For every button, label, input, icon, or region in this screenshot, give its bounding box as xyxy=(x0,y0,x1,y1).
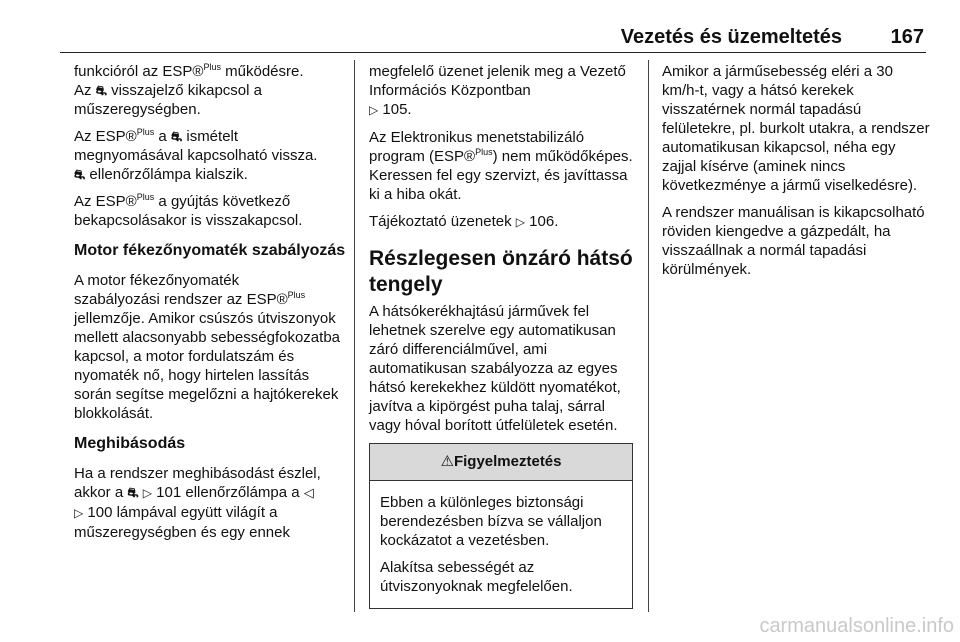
text: visszajelző kikapcsol a xyxy=(106,82,262,99)
skid-car-icon: ⛐ xyxy=(127,485,139,500)
column-3 xyxy=(662,62,930,287)
sup-plus: Plus xyxy=(203,62,221,72)
text: 106. xyxy=(525,213,559,230)
arrow-ref-icon: ▷ xyxy=(515,215,525,229)
text: a xyxy=(154,128,171,145)
skid-car-icon: ⛐ xyxy=(170,129,183,144)
text: a gyújtás következő xyxy=(154,193,291,210)
warning-body xyxy=(370,481,632,608)
warning-title: Figyelmeztetés xyxy=(453,453,562,470)
paragraph xyxy=(74,271,346,423)
watermark: carmanualsonline.info xyxy=(759,615,954,637)
text: megnyomásával kapcsolható vissza. xyxy=(74,147,318,164)
warning-header xyxy=(370,444,632,481)
paragraph xyxy=(369,212,635,232)
warning-box xyxy=(369,443,633,609)
page-number: 167 xyxy=(890,26,924,48)
paragraph xyxy=(74,192,346,230)
text: Az Elektronikus menetstabilizáló program (ESP® xyxy=(369,129,585,165)
arrow-ref-icon: ▷ xyxy=(142,486,152,500)
column-1 xyxy=(74,62,346,550)
paragraph: Ebben a különleges biztonsági berendezésben bízva se vállaljon kockázatot a vezetésben. xyxy=(380,494,602,549)
column-divider-2 xyxy=(648,60,649,612)
paragraph: A hátsókerékhajtású járművek fel lehetnek szerelve egy automatikusan záró differenciálművel, ami automatikusan szabályozza az egyes hátsó kerekekhez küldött nyomatékot, javítva a kipörgést puha talaj, sárral vagy hóval borított útfelületek esetén. xyxy=(369,303,621,434)
paragraph xyxy=(369,128,635,204)
text: Ha a rendszer meghibásodást észlel, akkor a xyxy=(74,465,321,501)
text: Az ESP® xyxy=(74,193,137,210)
text: szabályozási rendszer az ESP® xyxy=(74,291,288,308)
heading-axle: Részlegesen önzáró hátsó tengely xyxy=(369,247,633,296)
paragraph: A rendszer manuálisan is kikapcsolható röviden kiengedve a gázpedált, ha visszaállnak a normál tapadási körülmények. xyxy=(662,204,925,278)
text: ismételt xyxy=(182,128,239,145)
abs-brake-icon: ◁ xyxy=(303,485,314,500)
column-divider-1 xyxy=(354,60,355,612)
heading-motor: Motor fékezőnyomaték szabályozás xyxy=(74,242,346,259)
sup-plus: Plus xyxy=(136,127,155,137)
heading-fault: Meghibásodás xyxy=(74,435,186,452)
header-title: Vezetés és üzemeltetés xyxy=(620,26,842,48)
text: 105. xyxy=(378,101,412,118)
sup-plus: Plus xyxy=(136,192,155,202)
paragraph xyxy=(74,127,346,184)
header-rule xyxy=(60,52,926,53)
text: 101 ellenőrzőlámpa a xyxy=(152,484,304,501)
text: Tájékoztató üzenetek xyxy=(369,213,516,230)
paragraph: Amikor a járműsebesség eléri a 30 km/h-t, vagy a hátsó kerekek visszatérnek normál tapadású felületekre, pl. burkolt utakra, a rendszer automatikusan kikapcsol, néha egy zajjal kísérve (aminek nincs következménye a jármű viselkedésre). xyxy=(662,63,930,194)
text: megfelelő üzenet jelenik meg a Vezető Információs Központban xyxy=(369,63,626,99)
text: műszeregységben és egy ennek xyxy=(74,524,290,541)
column-2 xyxy=(369,62,635,609)
text: ) nem működőképes. Keressen fel egy szervizt, és javíttassa ki a hiba okát. xyxy=(369,148,633,203)
text: ellenőrzőlámpa kialszik. xyxy=(85,166,248,183)
skid-car-icon: ⛐ xyxy=(95,83,107,98)
skid-car-icon: ⛐ xyxy=(74,167,86,182)
paragraph xyxy=(74,464,346,542)
sup-plus: Plus xyxy=(475,147,493,157)
arrow-ref-icon: ▷ xyxy=(74,506,84,520)
warning-triangle-icon: ⚠ xyxy=(440,453,454,470)
text: A motor fékezőnyomaték xyxy=(74,272,240,289)
text: jellemzője. Amikor csúszós útviszonyok mellett alacsonyabb sebességfokozatba kapcsol, a motor fordulatszám és nyomaték nő, hogy hirtelen lassítás során segítse megelőzni a hajtókerekek blokkolását. xyxy=(74,310,341,422)
text: működésre. xyxy=(220,63,304,80)
paragraph xyxy=(369,62,635,120)
sup-plus: Plus xyxy=(287,290,306,300)
paragraph: Alakítsa sebességét az útviszonyoknak megfelelően. xyxy=(380,559,573,595)
text: funkcióról az ESP® xyxy=(74,63,204,80)
text: Az xyxy=(74,82,96,99)
text: bekapcsolásakor is visszakapcsol. xyxy=(74,212,303,229)
text: Az ESP® xyxy=(74,128,137,145)
arrow-ref-icon: ▷ xyxy=(369,103,379,117)
text: műszeregységben. xyxy=(74,101,201,118)
paragraph xyxy=(74,62,346,119)
text: 100 lámpával együtt világít a xyxy=(83,504,278,521)
